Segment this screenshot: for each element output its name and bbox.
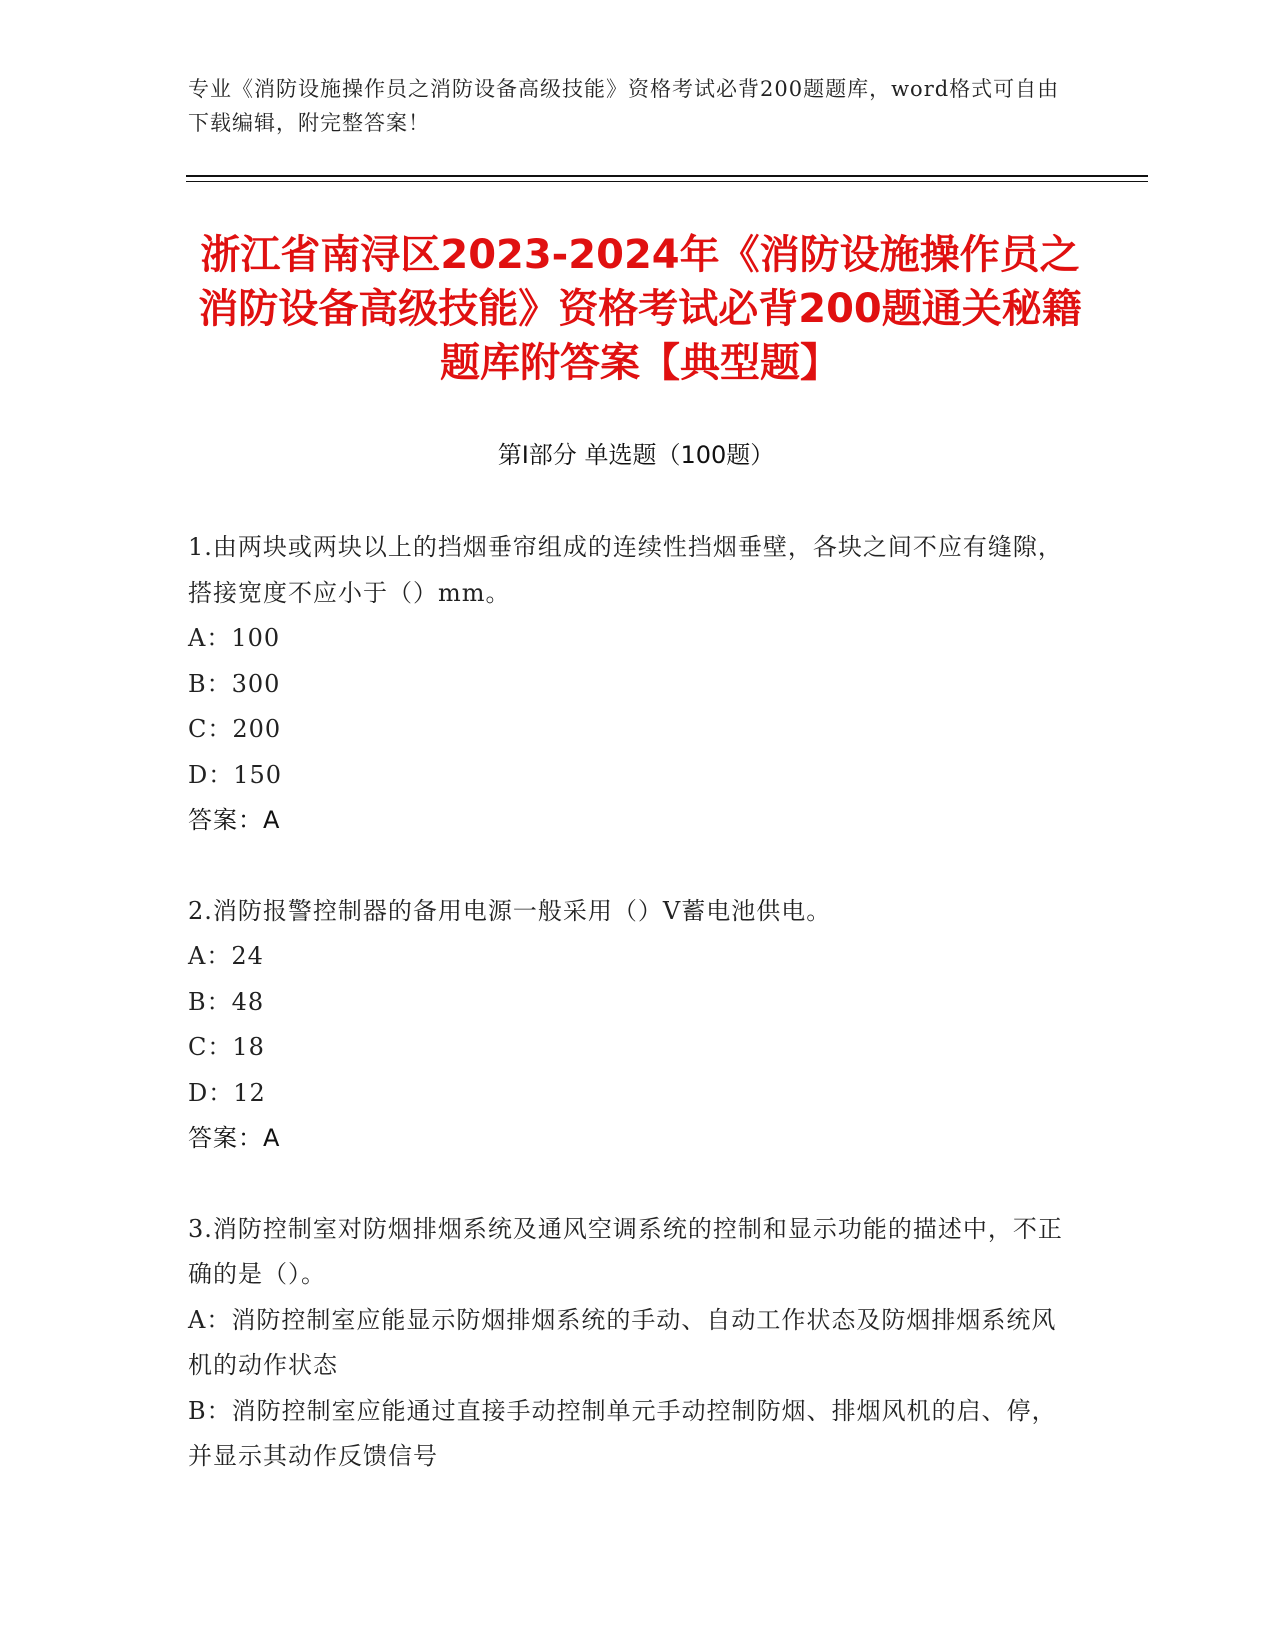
question-spacer — [188, 844, 1078, 889]
question-list — [188, 525, 1078, 1480]
header-rule-thick — [186, 175, 1148, 177]
option-b: B：300 — [188, 669, 281, 698]
header-note: 专业《消防设施操作员之消防设备高级技能》资格考试必背200题题库，word格式可自由下载编辑，附完整答案！ — [188, 77, 1060, 135]
option-a: A：100 — [188, 624, 281, 652]
option-a: A：消防控制室应能显示防烟排烟系统的手动、自动工作状态及防烟排烟系统风机的动作状态 — [188, 1305, 1057, 1379]
header-rule-thin — [186, 181, 1148, 182]
question-item — [188, 1207, 1078, 1480]
question-stem: 2.消防报警控制器的备用电源一般采用（）V蓄电池供电。 — [188, 896, 832, 925]
question-item — [188, 525, 1078, 844]
option-a: A：24 — [188, 942, 264, 970]
document-title: 浙江省南浔区2023-2024年《消防设施操作员之消防设备高级技能》资格考试必背200题通关秘籍题库附答案【典型题】 — [198, 232, 1082, 386]
question-item — [188, 889, 1078, 1162]
option-b: B：48 — [188, 987, 265, 1016]
answer-line: 答案：A — [188, 1124, 281, 1152]
question-stem: 1.由两块或两块以上的挡烟垂帘组成的连续性挡烟垂壁，各块之间不应有缝隙，搭接宽度不应小于（）mm。 — [188, 533, 1063, 607]
option-c: C：18 — [188, 1033, 265, 1061]
option-c: C：200 — [188, 715, 282, 743]
question-stem: 3.消防控制室对防烟排烟系统及通风空调系统的控制和显示功能的描述中，不正确的是（）。 — [188, 1214, 1063, 1288]
answer-line: 答案：A — [188, 806, 281, 834]
option-b: B：消防控制室应能通过直接手动控制单元手动控制防烟、排烟风机的启、停，并显示其动作反馈信号 — [188, 1396, 1057, 1470]
section-title: 第I部分 单选题（100题） — [497, 441, 775, 469]
question-spacer — [188, 1162, 1078, 1207]
option-d: D：12 — [188, 1078, 266, 1107]
option-d: D：150 — [188, 760, 283, 789]
